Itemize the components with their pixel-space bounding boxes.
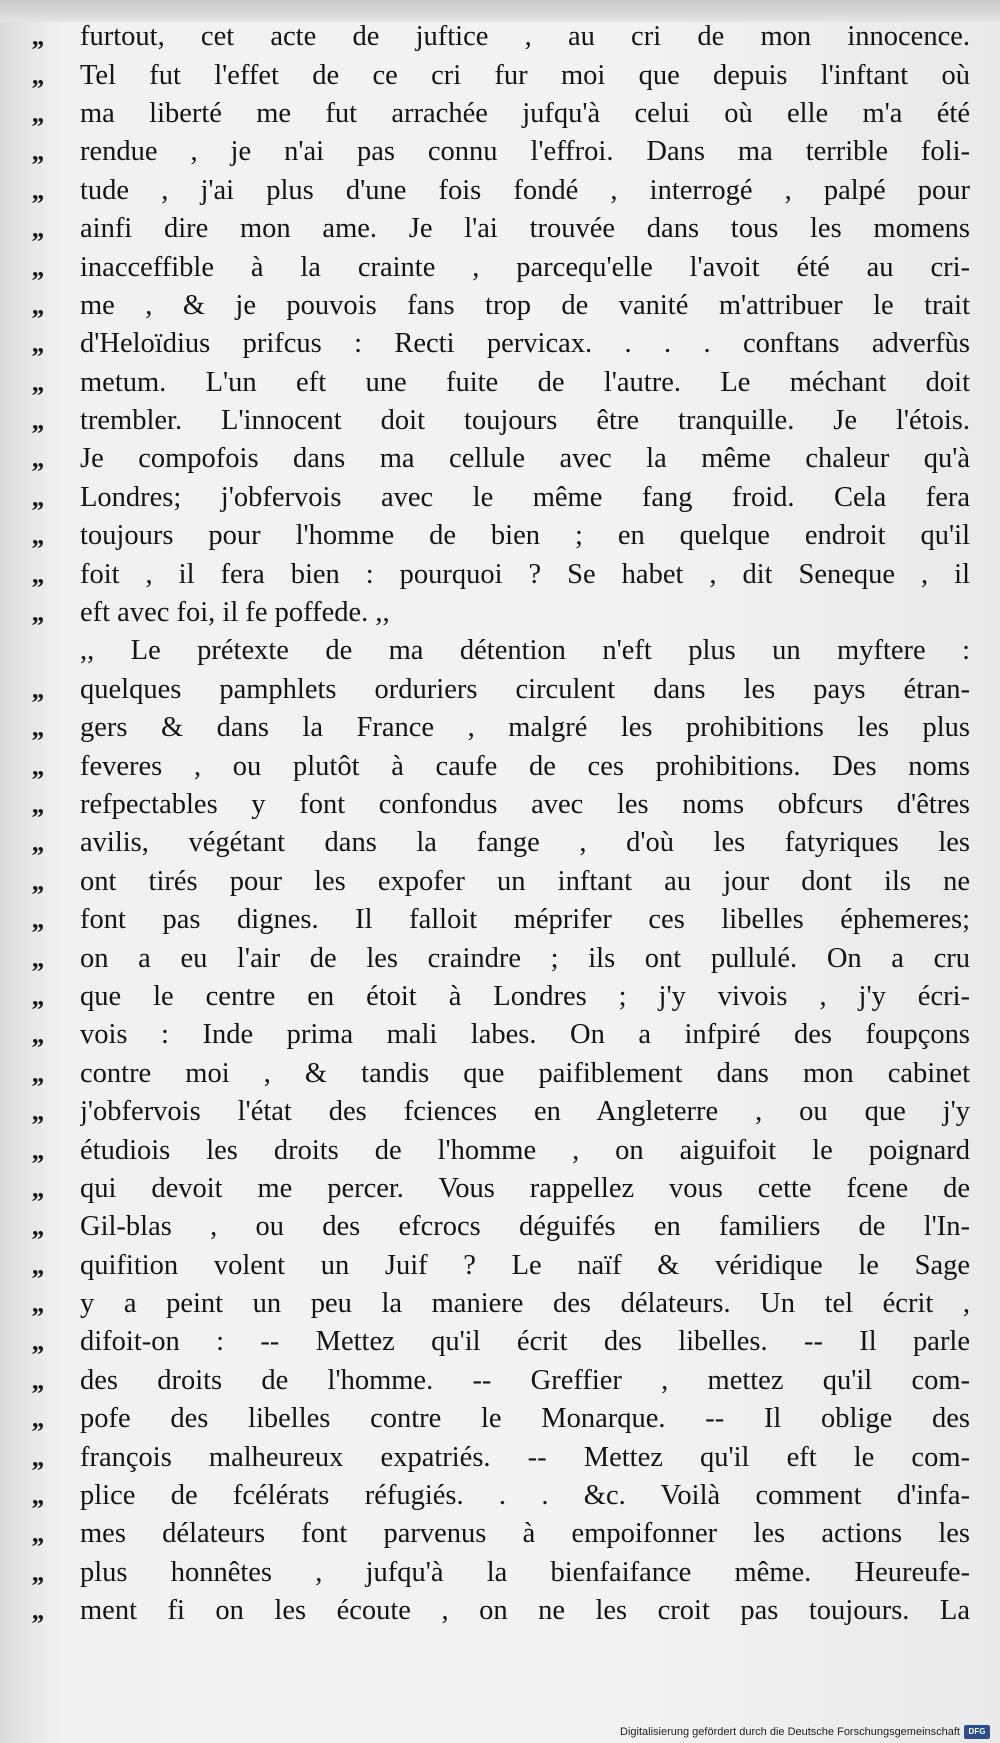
quote-mark: ,, — [32, 60, 43, 90]
quote-mark: ,, — [32, 214, 43, 244]
quote-mark: ,, — [32, 943, 43, 973]
quote-mark: ,, — [32, 98, 43, 128]
quote-mark: ,, — [32, 290, 43, 320]
line-text: metum. L'un eft une fuite de l'autre. Le méchant doit — [80, 366, 970, 398]
line-text: refpectables y font confondus avec les noms obfcurs d'êtres — [80, 789, 970, 820]
quote-mark: ,, — [32, 1404, 43, 1434]
line-text: vois : Inde prima mali labes. On a infpiré des foupçons — [80, 1019, 970, 1051]
line-text: feveres , ou plutôt à caufe de ces prohibitions. Des noms — [80, 750, 970, 782]
text-line — [30, 1400, 970, 1438]
line-text: inacceffible à la crainte , parcequ'elle l'avoit été au cri- — [80, 251, 970, 283]
quote-mark: ,, — [32, 1596, 43, 1626]
text-line — [30, 1208, 970, 1246]
text-line — [30, 133, 970, 171]
text-line — [30, 248, 970, 286]
text-line — [30, 786, 970, 824]
text-line — [30, 325, 970, 363]
line-text: foit , il fera bien : pourquoi ? Se habet , dit Seneque , il — [80, 558, 970, 590]
text-line — [30, 1016, 970, 1054]
line-text: Londres; j'obfervois avec le même fang froid. Cela fera — [80, 481, 970, 513]
line-text: difoit-on : -- Mettez qu'il écrit des libelles. -- Il parle — [80, 1326, 970, 1358]
text-line — [30, 210, 970, 248]
text-line — [30, 1554, 970, 1592]
line-text: font pas dignes. Il falloit méprifer ces libelles éphemeres; — [80, 904, 970, 936]
line-text: toujours pour l'homme de bien ; en quelque endroit qu'il — [80, 520, 970, 552]
quote-mark: ,, — [32, 1135, 43, 1165]
text-line — [30, 517, 970, 555]
line-text: françois malheureux expatriés. -- Mettez qu'il eft le com- — [80, 1441, 970, 1473]
quote-mark: ,, — [32, 1327, 43, 1357]
text-line — [30, 1438, 970, 1476]
text-line — [30, 747, 970, 785]
quote-mark: ,, — [32, 1212, 43, 1242]
line-text: trembler. L'innocent doit toujours être tranquille. Je l'étois. — [80, 405, 970, 437]
quote-mark: ,, — [32, 1289, 43, 1319]
line-text: quifition volent un Juif ? Le naïf & véridique le Sage — [80, 1249, 970, 1281]
line-text: ont tirés pour les expofer un inftant au jour dont ils ne — [80, 865, 970, 897]
text-line — [30, 1362, 970, 1400]
text-line — [30, 824, 970, 862]
line-text: avilis, végétant dans la fange , d'où les fatyriques les — [80, 827, 970, 859]
text-line — [30, 1285, 970, 1323]
text-line — [30, 402, 970, 440]
text-line — [30, 1323, 970, 1361]
line-text: tude , j'ai plus d'une fois fondé , interrogé , palpé pour — [80, 174, 970, 206]
line-text: Gil-blas , ou des efcrocs déguifés en familiers de l'In- — [80, 1211, 970, 1243]
line-text: mes délateurs font parvenus à empoifonner les actions les — [80, 1518, 970, 1550]
page-text-block — [30, 18, 970, 1630]
text-line — [30, 18, 970, 56]
text-line — [30, 172, 970, 210]
quote-mark: ,, — [32, 751, 43, 781]
line-text: ainfi dire mon ame. Je l'ai trouvée dans tous les momens — [80, 213, 970, 245]
text-line — [30, 364, 970, 402]
quote-mark: ,, — [32, 521, 43, 551]
text-line — [30, 1093, 970, 1131]
text-line — [30, 1592, 970, 1630]
text-line — [30, 440, 970, 478]
text-line — [30, 594, 970, 632]
text-line — [30, 671, 970, 709]
quote-mark: ,, — [32, 866, 43, 896]
line-text: des droits de l'homme. -- Greffier , mettez qu'il com- — [80, 1364, 970, 1396]
line-text: étudiois les droits de l'homme , on aiguifoit le poignard — [80, 1134, 970, 1166]
text-line — [30, 1477, 970, 1515]
text-line — [30, 1170, 970, 1208]
quote-mark: ,, — [32, 329, 43, 359]
text-line — [30, 632, 970, 670]
line-text: on a eu l'air de les craindre ; ils ont pullulé. On a cru — [80, 942, 970, 974]
line-text: plice de fcélérats réfugiés. . . &c. Voilà comment d'infa- — [80, 1480, 970, 1512]
quote-mark: ,, — [32, 1250, 43, 1280]
text-line — [30, 56, 970, 94]
text-line — [30, 1515, 970, 1553]
text-line — [30, 479, 970, 517]
line-text: furtout, cet acte de juftice , au cri de mon innocence. — [80, 21, 970, 53]
quote-mark: ,, — [32, 137, 43, 167]
text-line — [30, 1247, 970, 1285]
line-text: gers & dans la France , malgré les prohibitions les plus — [80, 712, 970, 744]
line-text: qui devoit me percer. Vous rappellez vous cette fcene de — [80, 1172, 970, 1204]
text-line — [30, 901, 970, 939]
text-line — [30, 1131, 970, 1169]
quote-mark: ,, — [32, 1058, 43, 1088]
quote-mark: ,, — [32, 828, 43, 858]
quote-mark: ,, — [32, 1481, 43, 1511]
line-text: Tel fut l'effet de ce cri fur moi que depuis l'inftant où — [80, 59, 970, 91]
line-text: quelques pamphlets orduriers circulent dans les pays étran- — [80, 673, 970, 705]
quote-mark: ,, — [32, 790, 43, 819]
line-text: Je compofois dans ma cellule avec la même chaleur qu'à — [80, 443, 970, 475]
quote-mark: ,, — [32, 1365, 43, 1395]
quote-mark: ,, — [32, 713, 43, 743]
line-text: eft avec foi, il fe poffede. ,, — [80, 597, 390, 629]
quote-mark: ,, — [32, 598, 43, 628]
quote-mark: ,, — [32, 22, 43, 52]
quote-mark: ,, — [32, 444, 43, 474]
text-line — [30, 939, 970, 977]
quote-mark: ,, — [32, 905, 43, 935]
quote-mark: ,, — [32, 1020, 43, 1050]
quote-mark: ,, — [32, 559, 43, 589]
line-text: d'Heloïdius prifcus : Recti pervicax. . . . conftans adverfùs — [80, 328, 970, 360]
line-text: ,, Le prétexte de ma détention n'eft plus un myftere : — [80, 635, 970, 667]
quote-mark: ,, — [32, 1442, 43, 1472]
text-line — [30, 1055, 970, 1093]
quote-mark: ,, — [32, 482, 43, 512]
line-text: ma liberté me fut arrachée jufqu'à celui où elle m'a été — [80, 97, 970, 129]
line-text: j'obfervois l'état des fciences en Angleterre , ou que j'y — [80, 1096, 970, 1128]
line-text: y a peint un peu la maniere des délateurs. Un tel écrit , — [80, 1288, 970, 1320]
quote-mark: ,, — [32, 367, 43, 397]
quote-mark: ,, — [32, 1557, 43, 1587]
text-line — [30, 555, 970, 593]
digitization-credit — [620, 1725, 990, 1739]
text-line — [30, 863, 970, 901]
quote-mark: ,, — [32, 1173, 43, 1203]
quote-mark: ,, — [32, 175, 43, 205]
line-text: ment fi on les écoute , on ne les croit pas toujours. La — [80, 1595, 970, 1627]
quote-mark: ,, — [32, 1519, 43, 1549]
quote-mark: ,, — [32, 252, 43, 282]
line-text: rendue , je n'ai pas connu l'effroi. Dans ma terrible foli- — [80, 136, 970, 168]
line-text: plus honnêtes , jufqu'à la bienfaifance même. Heureufe- — [80, 1556, 970, 1588]
line-text: me , & je pouvois fans trop de vanité m'attribuer le trait — [80, 289, 970, 321]
credit-text: Digitalisierung gefördert durch die Deutsche Forschungsgemeinschaft — [620, 1726, 960, 1738]
dfg-logo-icon: DFG — [964, 1725, 990, 1739]
text-line — [30, 709, 970, 747]
quote-mark: ,, — [32, 1097, 43, 1127]
quote-mark: ,, — [32, 406, 43, 436]
text-line — [30, 287, 970, 325]
quote-mark: ,, — [32, 674, 43, 704]
quote-mark: ,, — [32, 981, 43, 1011]
line-text: pofe des libelles contre le Monarque. -- Il oblige des — [80, 1403, 970, 1435]
text-line — [30, 978, 970, 1016]
line-text: que le centre en étoit à Londres ; j'y vivois , j'y écri- — [80, 980, 970, 1012]
text-line — [30, 95, 970, 133]
line-text: contre moi , & tandis que paifiblement dans mon cabinet — [80, 1057, 970, 1089]
